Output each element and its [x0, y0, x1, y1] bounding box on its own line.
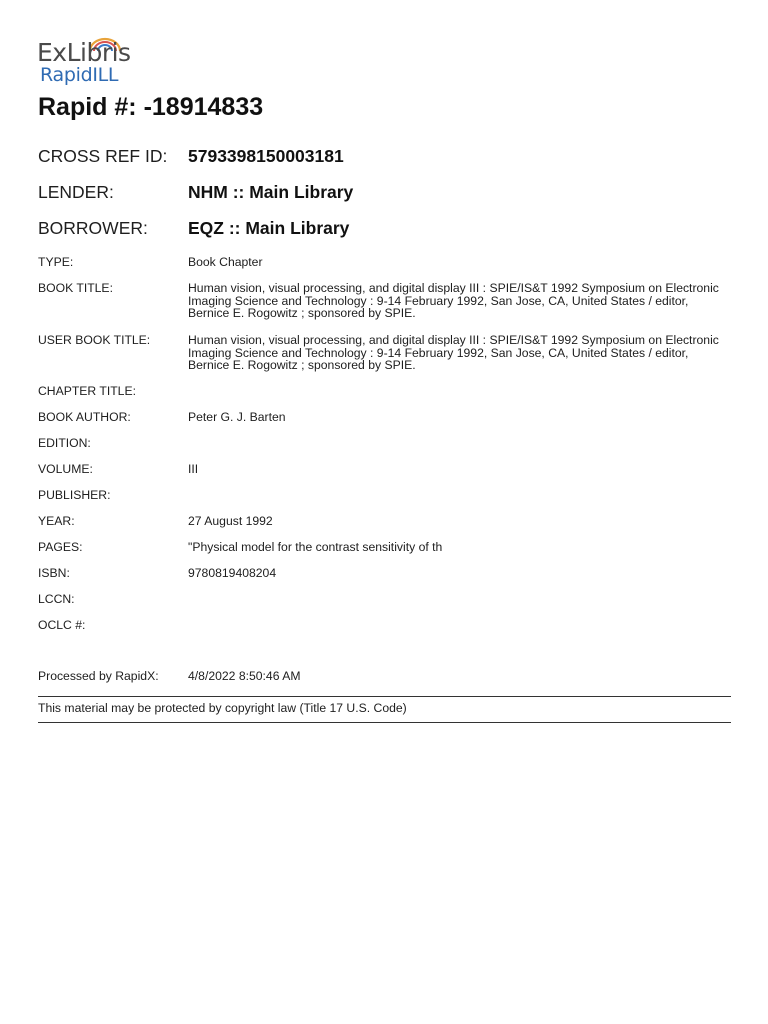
borrower-value: EQZ :: Main Library	[188, 218, 350, 238]
cross-ref-value: 5793398150003181	[188, 146, 344, 166]
edition-label: EDITION:	[38, 436, 91, 450]
book-author-label: BOOK AUTHOR:	[38, 410, 131, 424]
lender-value: NHM :: Main Library	[188, 182, 354, 202]
user-book-title-value: Human vision, visual processing, and digital display III : SPIE/IS&T 1992 Symposium on Electronic Imaging Science and Technology : 9-14 February 1992, San Jose, CA, United States / editor, Bernice E. Rogowitz ; sponsored by SPIE.	[188, 333, 719, 373]
cross-ref-label: CROSS REF ID:	[38, 146, 168, 166]
publisher-label: PUBLISHER:	[38, 488, 111, 502]
divider-top	[38, 696, 731, 697]
logo-product-text: RapidILL	[40, 64, 119, 86]
exlibris-rapidill-logo	[37, 40, 157, 92]
type-value: Book Chapter	[188, 255, 263, 269]
lccn-label: LCCN:	[38, 592, 75, 606]
book-title-value: Human vision, visual processing, and digital display III : SPIE/IS&T 1992 Symposium on Electronic Imaging Science and Technology : 9-14 February 1992, San Jose, CA, United States / editor, Bernice E. Rogowitz ; sponsored by SPIE.	[188, 281, 719, 321]
divider-bottom	[38, 722, 731, 723]
isbn-label: ISBN:	[38, 566, 70, 580]
lender-label: LENDER:	[38, 182, 114, 202]
book-title-label: BOOK TITLE:	[38, 281, 113, 295]
oclc-label: OCLC #:	[38, 618, 86, 632]
user-book-title-label: USER BOOK TITLE:	[38, 333, 151, 347]
volume-label: VOLUME:	[38, 462, 93, 476]
copyright-notice: This material may be protected by copyright law (Title 17 U.S. Code)	[38, 701, 407, 715]
isbn-value: 9780819408204	[188, 566, 277, 580]
type-label: TYPE:	[38, 255, 74, 269]
chapter-title-label: CHAPTER TITLE:	[38, 384, 136, 398]
pages-label: PAGES:	[38, 540, 83, 554]
rapid-number-title: Rapid #: -18914833	[38, 93, 264, 121]
logo-brand-text: ExLibris	[37, 38, 131, 67]
volume-value: III	[188, 462, 199, 476]
processed-label: Processed by RapidX:	[38, 669, 159, 683]
book-author-value: Peter G. J. Barten	[188, 410, 286, 424]
borrower-label: BORROWER:	[38, 218, 148, 238]
year-value: 27 August 1992	[188, 514, 273, 528]
year-label: YEAR:	[38, 514, 75, 528]
pages-value: "Physical model for the contrast sensitivity of th	[188, 540, 443, 554]
processed-value: 4/8/2022 8:50:46 AM	[188, 669, 301, 683]
